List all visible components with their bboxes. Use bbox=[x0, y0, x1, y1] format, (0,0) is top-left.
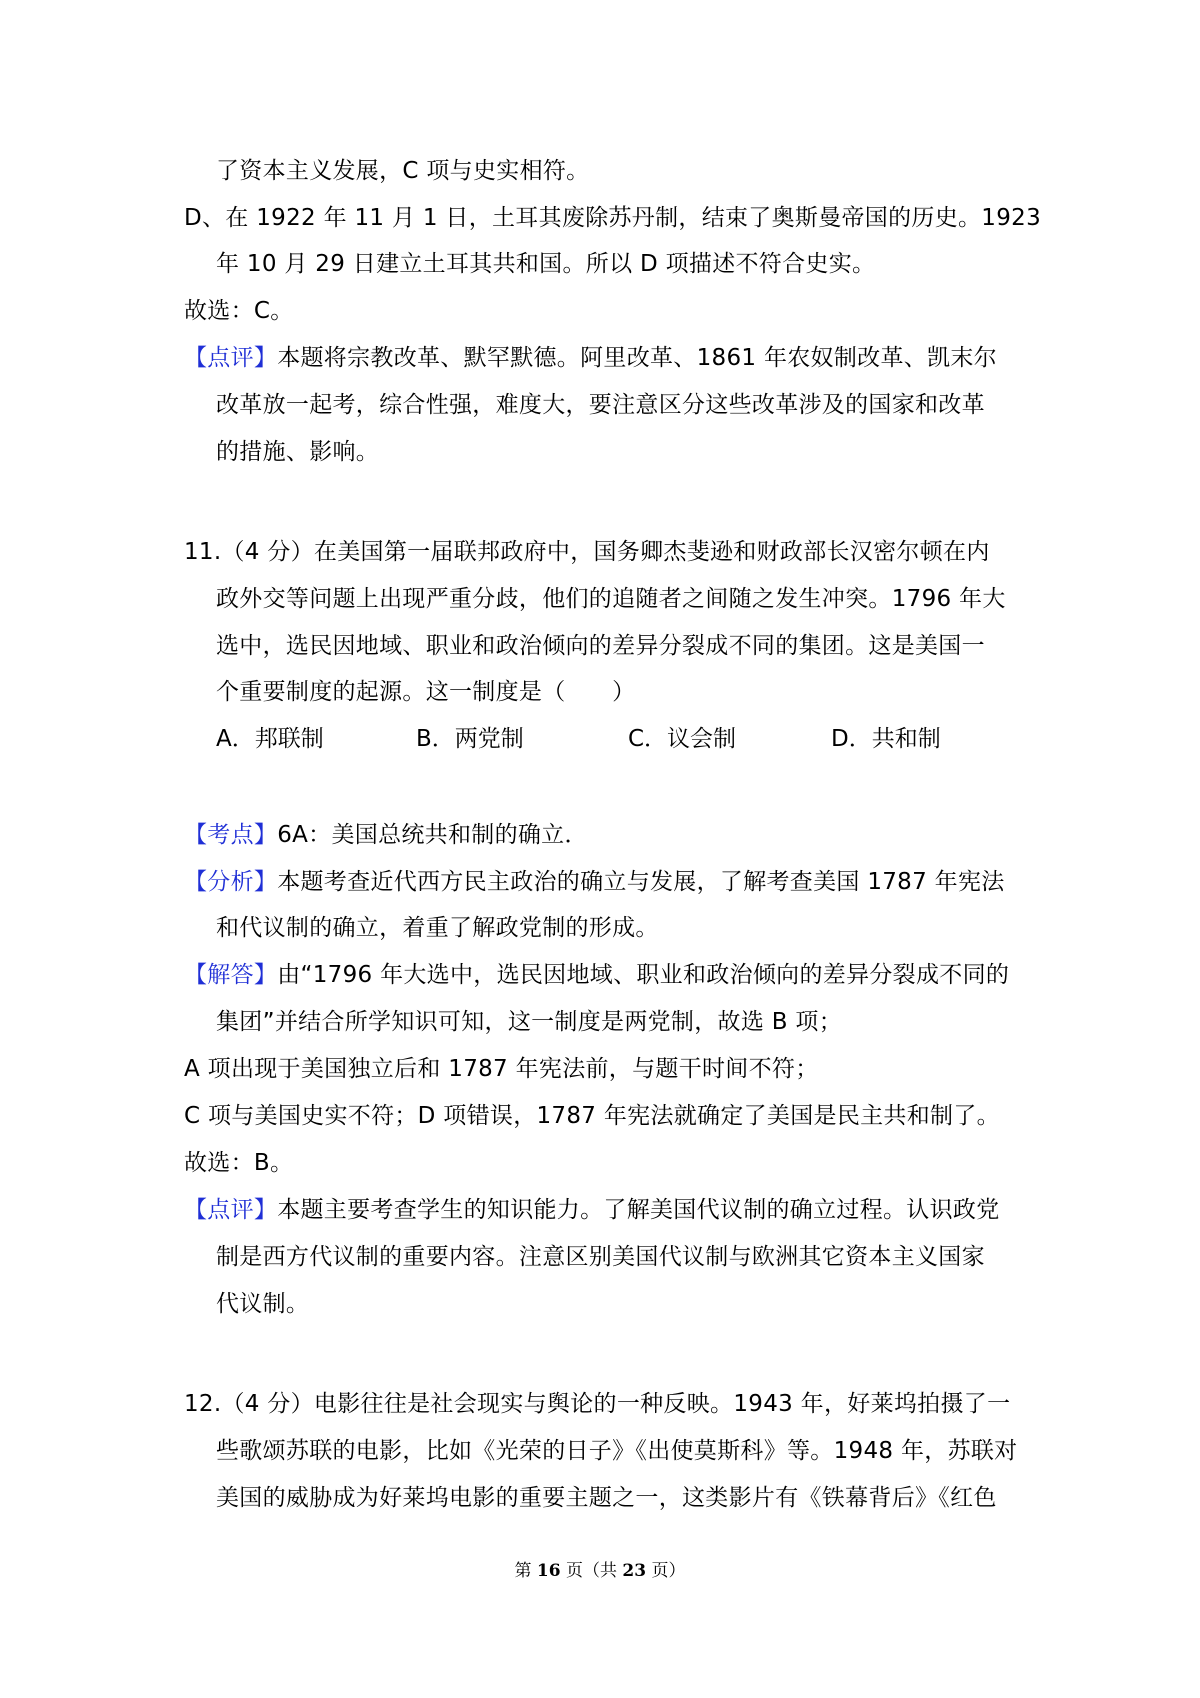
q12-stem-line2: 些歌颂苏联的电影，比如《光荣的日子》《出使莫斯科》等。1948 年，苏联对 bbox=[216, 1438, 1018, 1464]
prev-analysis-line: 了资本主义发展，C 项与史实相符。 bbox=[216, 158, 590, 184]
prev-option-d-line2: 年 10 月 29 日建立土耳其共和国。所以 D 项描述不符合史实。 bbox=[216, 251, 876, 277]
q11-answer: 故选：B。 bbox=[184, 1150, 294, 1176]
q11-kaodian bbox=[184, 820, 588, 850]
q11-option-c: C．议会制 bbox=[628, 726, 737, 752]
footer-suffix: 页） bbox=[646, 1561, 686, 1581]
q11-dianping-line2: 制是西方代议制的重要内容。注意区别美国代议制与欧洲其它资本主义国家 bbox=[216, 1244, 985, 1270]
jieda-tag: 【解答】 bbox=[184, 962, 278, 988]
q11-jieda-line2: 集团”并结合所学知识可知，这一制度是两党制，故选 B 项； bbox=[216, 1009, 843, 1035]
prev-comment-line1 bbox=[184, 343, 997, 373]
q11-dianping-line1 bbox=[184, 1195, 1000, 1225]
q11-jieda-line3: A 项出现于美国独立后和 1787 年宪法前，与题干时间不符； bbox=[184, 1056, 819, 1082]
q11-stem-line2: 政外交等问题上出现严重分歧，他们的追随者之间随之发生冲突。1796 年大 bbox=[216, 586, 1006, 612]
q11-option-b: B．两党制 bbox=[416, 726, 524, 752]
dianping-tag: 【点评】 bbox=[184, 1197, 278, 1223]
footer-page-number: 16 bbox=[536, 1561, 561, 1581]
page-footer bbox=[0, 1559, 1200, 1583]
q11-fenxi-line1 bbox=[184, 867, 1005, 897]
q11-jieda-line4: C 项与美国史实不符；D 项错误，1787 年宪法就确定了美国是民主共和制了。 bbox=[184, 1103, 1000, 1129]
q11-dianping-line3: 代议制。 bbox=[216, 1291, 310, 1317]
dianping-text: 本题主要考查学生的知识能力。了解美国代议制的确立过程。认识政党 bbox=[277, 1197, 1000, 1223]
fenxi-text: 本题考查近代西方民主政治的确立与发展，了解考查美国 1787 年宪法 bbox=[277, 869, 1005, 895]
q11-stem-line3: 选中，选民因地域、职业和政治倾向的差异分裂成不同的集团。这是美国一 bbox=[216, 633, 985, 659]
prev-option-d-line1: D、在 1922 年 11 月 1 日，土耳其废除苏丹制，结束了奥斯曼帝国的历史。1923 bbox=[184, 205, 1042, 231]
q12-stem-line1: 12.（4 分）电影往往是社会现实与舆论的一种反映。1943 年，好莱坞拍摄了一 bbox=[184, 1391, 1011, 1417]
q11-option-d: D．共和制 bbox=[831, 726, 941, 752]
kaodian-text: 6A：美国总统共和制的确立． bbox=[277, 822, 588, 848]
comment-text: 本题将宗教改革、默罕默德。阿里改革、1861 年农奴制改革、凯末尔 bbox=[277, 345, 997, 371]
prev-comment-line2: 改革放一起考，综合性强，难度大，要注意区分这些改革涉及的国家和改革 bbox=[216, 392, 985, 418]
fenxi-tag: 【分析】 bbox=[184, 869, 278, 895]
footer-prefix: 第 bbox=[514, 1561, 537, 1581]
kaodian-tag: 【考点】 bbox=[184, 822, 278, 848]
q11-fenxi-line2: 和代议制的确立，着重了解政党制的形成。 bbox=[216, 915, 659, 941]
jieda-text: 由“1796 年大选中，选民因地域、职业和政治倾向的差异分裂成不同的 bbox=[277, 962, 1010, 988]
q11-stem-line4: 个重要制度的起源。这一制度是（ ） bbox=[216, 679, 636, 705]
q11-stem-line1: 11.（4 分）在美国第一届联邦政府中，国务卿杰斐逊和财政部长汉密尔顿在内 bbox=[184, 539, 990, 565]
comment-tag: 【点评】 bbox=[184, 345, 278, 371]
prev-comment-line3: 的措施、影响。 bbox=[216, 439, 380, 465]
q11-option-a: A．邦联制 bbox=[216, 726, 324, 752]
prev-answer: 故选：C。 bbox=[184, 298, 294, 324]
q12-stem-line3: 美国的威胁成为好莱坞电影的重要主题之一，这类影片有《铁幕背后》《红色 bbox=[216, 1485, 997, 1511]
footer-total-pages: 23 bbox=[622, 1561, 647, 1581]
footer-middle: 页（共 bbox=[560, 1561, 623, 1581]
q11-jieda-line1 bbox=[184, 960, 1009, 990]
